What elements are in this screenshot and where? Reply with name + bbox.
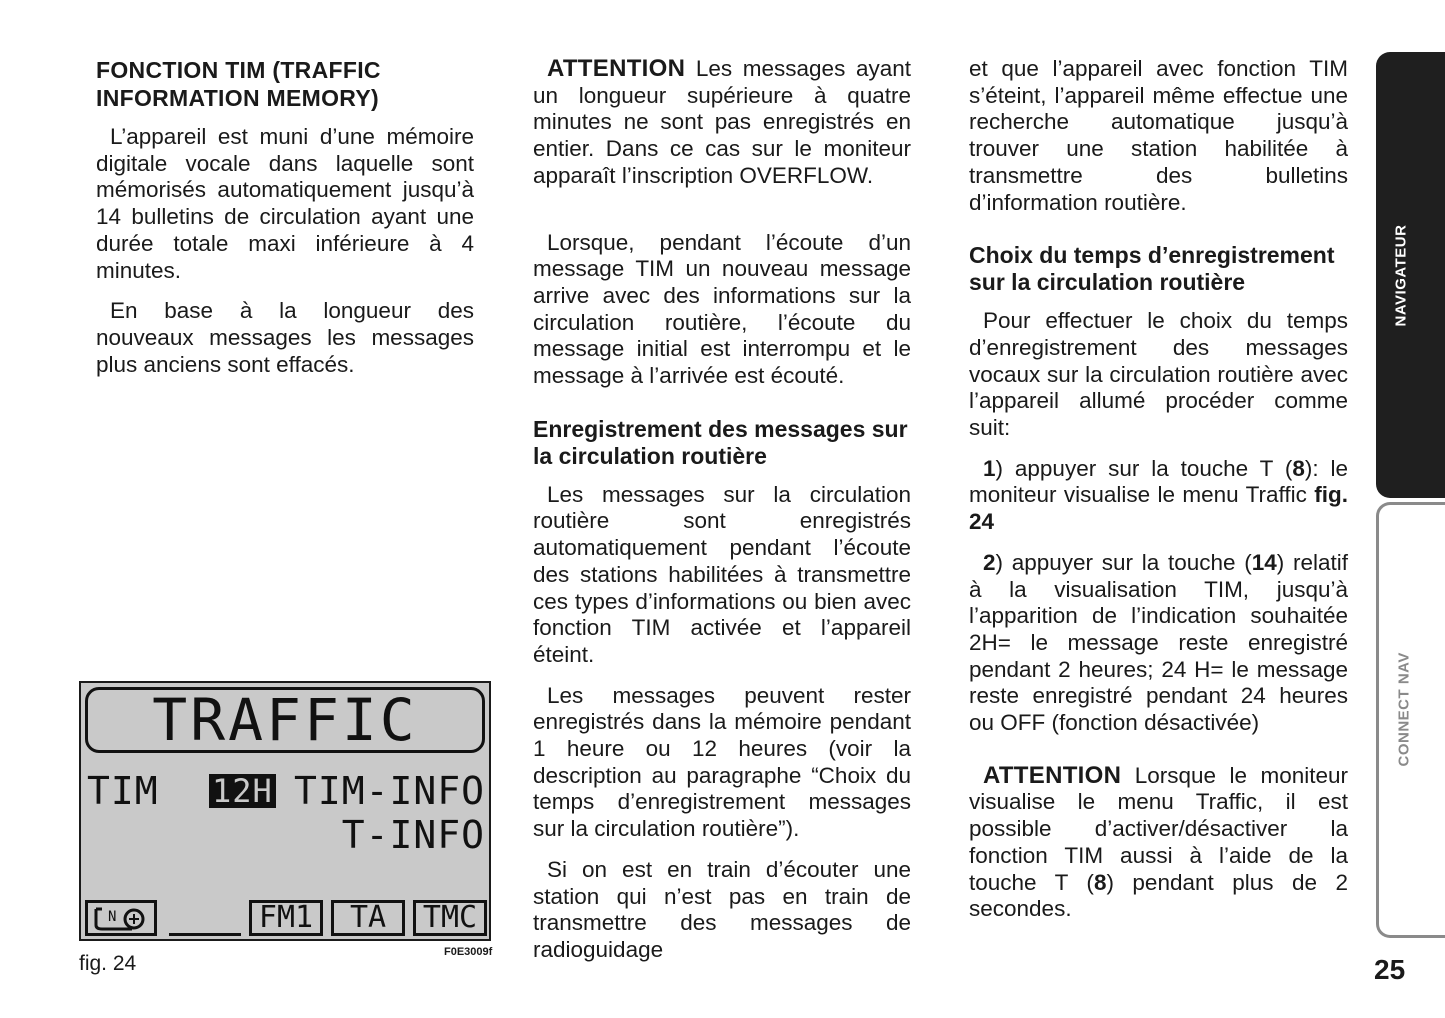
step-2-number: 2 bbox=[983, 549, 996, 575]
lcd-tmc-button: TMC bbox=[413, 900, 487, 936]
column-right bbox=[969, 56, 1348, 937]
traffic-display-figure bbox=[79, 681, 491, 941]
section-title-tim: FONCTION TIM (TRAFFIC INFORMATION MEMORY) bbox=[96, 57, 381, 111]
step-1-figure-ref: fig. 24 bbox=[969, 482, 1348, 535]
lcd-title: TRAFFIC bbox=[85, 687, 485, 753]
paragraph-erase: En base à la longueur des nouveaux messages les messages plus anciens sont effacés. bbox=[96, 298, 474, 377]
step-2-text-b: ) relatif à la visualisation TIM, jusqu’à l’apparition de l’indication souhaitée 2H= le message reste enregistré pendant 2 heures; 24 H= le message reste enregistré pendant 24 heures ou OFF (fonction désactivée) bbox=[969, 549, 1348, 736]
section-title-choice: Choix du temps d’enregistrement sur la circulation routière bbox=[969, 242, 1335, 296]
attention-text-a: Lorsque le moniteur visualise le menu Traffic, il est possible d’activer/désactiver la fonction TIM aussi à l’aide de la touche T ( bbox=[969, 762, 1348, 895]
attention-text: Les messages ayant un longueur supérieure à quatre minutes ne sont pas enregistrés en entier. Dans ce cas sur le moniteur apparaît l’inscription OVERFLOW. bbox=[533, 56, 911, 188]
paragraph-attention-overflow bbox=[533, 56, 911, 190]
paragraph-attention-tim bbox=[969, 763, 1348, 923]
lcd-tim-value: 12H bbox=[209, 774, 276, 808]
figure-label: fig. 24 bbox=[79, 952, 137, 975]
paragraph-listening: Si on est en train d’écouter une station qui n’est pas en train de transmettre des messages de radioguidage bbox=[533, 856, 911, 962]
step-1-text-a: ) appuyer sur la touche T ( bbox=[995, 455, 1293, 481]
lcd-tim-label: TIM bbox=[87, 769, 159, 813]
attention-label: ATTENTION bbox=[547, 55, 686, 82]
figure-code: F0E3009f bbox=[444, 946, 493, 958]
tab-navigateur-label: NAVIGATEUR bbox=[1392, 224, 1410, 327]
tab-navigateur[interactable] bbox=[1376, 52, 1445, 498]
step-1-text-b: ): le moniteur visualise le menu Traffic bbox=[969, 455, 1348, 508]
paragraph-duration: Les messages peuvent rester enregistrés dans la mémoire pendant 1 heure ou 12 heures (voir la description au paragraphe “Choix du temps d’enregistrement messages sur la circulation routière”). bbox=[533, 682, 911, 842]
lcd-ta-button: TA bbox=[331, 900, 405, 936]
paragraph-procedure: Pour effectuer le choix du temps d’enregistrement des messages vocaux sur la circulation routière avec l’appareil allumé procéder comme suit: bbox=[969, 308, 1348, 441]
paragraph-interrupt: Lorsque, pendant l’écoute d’un message TIM un nouveau message arrive avec des informations sur la circulation routière, l’écoute du message initial est interrompu et le message à l’arrivée est écouté. bbox=[533, 229, 911, 389]
paragraph-auto-recording: Les messages sur la circulation routière sont enregistrés automatiquement pendant l’écoute des stations habilitées à transmettre ces types d’informations ou bien avec fonction TIM activée et l’appareil éteint. bbox=[533, 481, 911, 667]
lcd-empty-slot bbox=[169, 933, 241, 936]
column-middle bbox=[533, 56, 911, 978]
attention-key: 8 bbox=[1093, 869, 1107, 895]
attention-label: ATTENTION bbox=[983, 761, 1122, 789]
lcd-fm1-button: FM1 bbox=[249, 900, 323, 936]
paragraph-memory: L’appareil est muni d’une mémoire digitale vocale dans laquelle sont mémorisés automatiquement jusqu’à 14 bulletins de circulation ayant une durée totale maxi inférieure à 4 minutes. bbox=[96, 124, 474, 283]
lcd-t-info: T-INFO bbox=[341, 813, 485, 857]
column-left bbox=[96, 56, 474, 392]
lcd-tim-info: TIM-INFO bbox=[293, 769, 485, 813]
step-2 bbox=[969, 550, 1348, 737]
page-number: 25 bbox=[1374, 954, 1406, 985]
section-title-recording: Enregistrement des messages sur la circulation routière bbox=[533, 415, 908, 469]
svg-text:N: N bbox=[108, 909, 117, 925]
step-2-text-a: ) appuyer sur la touche ( bbox=[995, 549, 1252, 575]
paragraph-search: et que l’appareil avec fonction TIM s’éteint, l’appareil même effectue une recherche automatique jusqu’à trouver une station habilitée à transmettre des bulletins d’information routière. bbox=[969, 56, 1348, 215]
lcd-navigation-icon bbox=[85, 900, 157, 936]
step-1-key: 8 bbox=[1292, 455, 1305, 481]
attention-text-b: ) pendant plus de 2 secondes. bbox=[969, 869, 1348, 922]
tab-connect-nav-label: CONNECT NAV bbox=[1395, 652, 1413, 767]
step-1 bbox=[969, 456, 1348, 536]
step-2-key: 14 bbox=[1251, 549, 1277, 575]
step-1-number: 1 bbox=[983, 455, 996, 481]
